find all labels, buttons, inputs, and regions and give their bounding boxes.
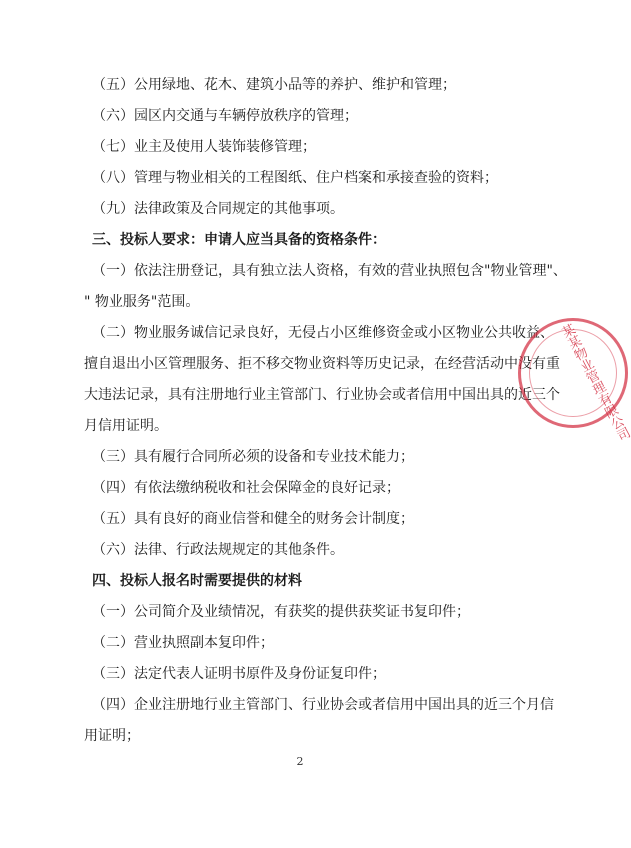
- text-line: （四）企业注册地行业主管部门、行业协会或者信用中国出具的近三个月信: [92, 697, 554, 713]
- text-line: （二）物业服务诚信记录良好，无侵占小区维修资金或小区物业公共收益、: [92, 325, 554, 341]
- seal-text: 某某物业管理有限公司: [557, 322, 631, 445]
- text-line: （一）公司简介及业绩情况，有获奖的提供获奖证书复印件；: [92, 604, 470, 620]
- section-heading: 三、投标人要求：申请人应当具备的资格条件：: [92, 232, 386, 248]
- text-line: （二）营业执照副本复印件；: [92, 635, 274, 651]
- page-number: 2: [296, 755, 304, 768]
- text-line: （一）依法注册登记，具有独立法人资格，有效的营业执照包含"物业管理"、: [92, 263, 567, 279]
- text-line: （六）园区内交通与车辆停放秩序的管理；: [92, 108, 358, 124]
- text-line: （五）公用绿地、花木、建筑小品等的养护、维护和管理；: [92, 77, 456, 93]
- company-seal: [518, 318, 631, 445]
- section-heading: 四、投标人报名时需要提供的材料: [92, 573, 302, 589]
- text-line: （九）法律政策及合同规定的其他事项。: [92, 201, 344, 217]
- text-line: 擅自退出小区管理服务、拒不移交物业资料等历史记录，在经营活动中没有重: [84, 356, 560, 372]
- text-line: （七）业主及使用人装饰装修管理；: [92, 139, 316, 155]
- text-line: 大违法记录，具有注册地行业主管部门、行业协会或者信用中国出具的近三个: [84, 387, 560, 403]
- text-line: （六）法律、行政法规规定的其他条件。: [92, 542, 344, 558]
- text-line: （五）具有良好的商业信誉和健全的财务会计制度；: [92, 511, 414, 527]
- text-line: 月信用证明。: [84, 418, 168, 434]
- text-line: " 物业服务"范围。: [84, 294, 200, 310]
- text-line: 用证明；: [84, 728, 140, 744]
- text-line: （三）法定代表人证明书原件及身份证复印件；: [92, 666, 386, 682]
- text-line: （三）具有履行合同所必须的设备和专业技术能力；: [92, 449, 414, 465]
- text-line: （八）管理与物业相关的工程图纸、住户档案和承接查验的资料；: [92, 170, 498, 186]
- text-line: （四）有依法缴纳税收和社会保障金的良好记录；: [92, 480, 400, 496]
